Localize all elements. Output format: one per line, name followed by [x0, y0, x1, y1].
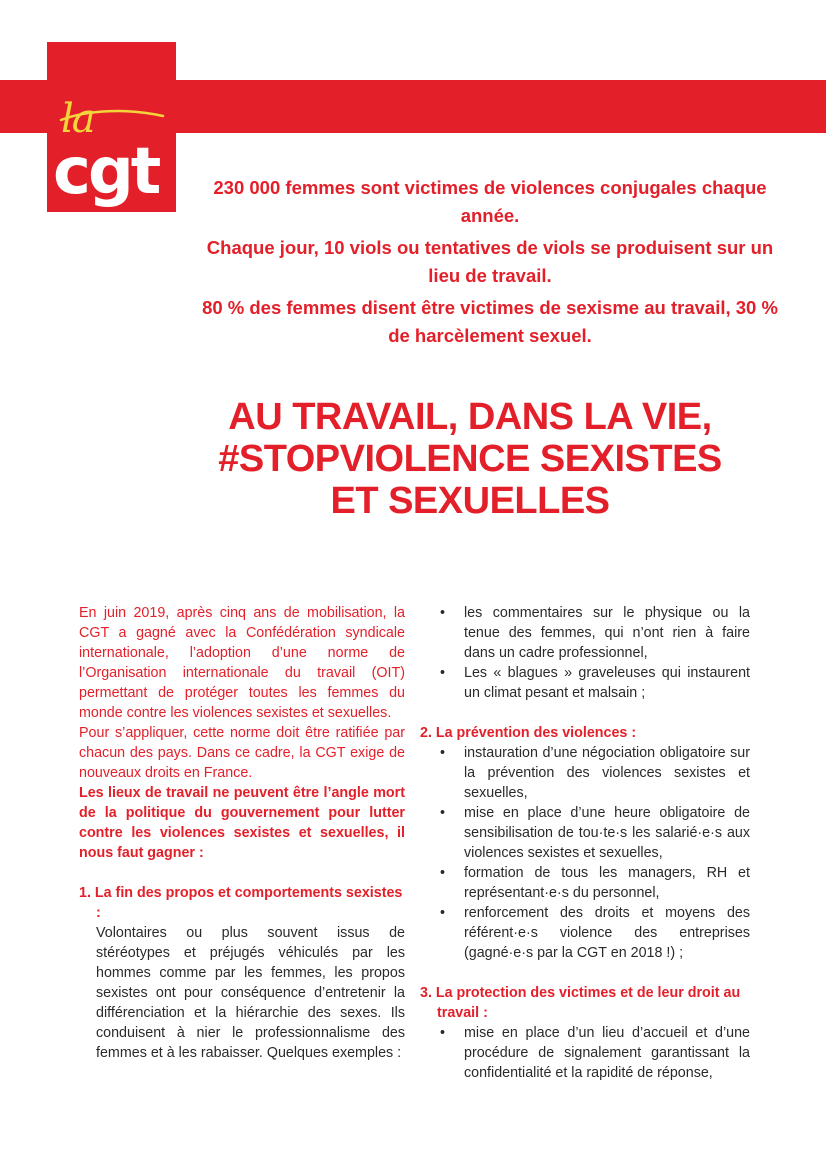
list-item: • instauration d’une négociation obligatoire sur la prévention des violences sexistes et sexuelles, — [440, 745, 750, 801]
list-item: • les commentaires sur le physique ou la tenue des femmes, qui n’ont rien à faire dans un cadre professionnel, — [440, 605, 750, 661]
page-title — [200, 396, 740, 522]
logo-script-text: la — [61, 96, 94, 142]
title-line-3: ET SEXUELLES — [330, 480, 610, 522]
left-column — [79, 603, 405, 1063]
bullet-icon: • — [440, 1025, 446, 1041]
fact-1: 230 000 femmes sont victimes de violences conjugales chaque année. — [213, 177, 767, 226]
section-3-list — [420, 1023, 750, 1083]
list-item: • Les « blagues » graveleuses qui instaurent un climat pesant et malsain ; — [440, 665, 750, 701]
logo-main-text: cgt — [53, 135, 159, 209]
list-item: • formation de tous les managers, RH et représentant·e·s du personnel, — [440, 865, 750, 901]
section-2-list — [420, 743, 750, 963]
fact-2: Chaque jour, 10 viols ou tentatives de viols se produisent sur un lieu de travail. — [206, 237, 774, 286]
bullet-icon: • — [440, 865, 446, 881]
bullet-icon: • — [440, 665, 446, 681]
bullet-icon: • — [440, 805, 446, 821]
right-column — [420, 603, 750, 1083]
section-2-title: 2. La prévention des violences : — [420, 725, 637, 741]
bullet-icon: • — [440, 905, 446, 921]
section-1-list — [420, 603, 750, 703]
intro-paragraph-2: Pour s’appliquer, cette norme doit être ratifiée par chacun des pays. Dans ce cadre, la CGT exige de nouveaux droits en France. — [79, 725, 405, 781]
intro-text — [79, 603, 405, 783]
cgt-logo — [47, 42, 176, 212]
list-item: • mise en place d’une heure obligatoire de sensibilisation de tou·te·s les salarié·e·s aux violences sexistes et sexuelles, — [440, 805, 750, 861]
title-line-2: #STOPVIOLENCE SEXISTES — [218, 438, 722, 480]
section-3-title: 3. La protection des victimes et de leur droit au travail : — [420, 985, 741, 1021]
logo-swoosh-icon — [57, 106, 167, 126]
fact-3: 80 % des femmes disent être victimes de sexisme au travail, 30 % de harcèlement sexuel. — [202, 297, 778, 346]
title-line-1: AU TRAVAIL, DANS LA VIE, — [228, 396, 712, 438]
bullet-icon: • — [440, 605, 446, 621]
section-1-title: 1. La fin des propos et comportements sexistes : — [79, 885, 403, 921]
list-item: • renforcement des droits et moyens des référent·e·s violence des entreprises (gagné·e·s par la CGT en 2018 !) ; — [440, 905, 750, 961]
key-facts — [200, 174, 780, 354]
bullet-icon: • — [440, 745, 446, 761]
intro-paragraph-1: En juin 2019, après cinq ans de mobilisation, la CGT a gagné avec la Confédération syndicale internationale, l’adoption d’une norme de l’Organisation internationale du travail (OIT) permettant de protéger toutes les femmes du monde contre les violences sexistes et sexuelles. — [79, 605, 405, 721]
intro-emphasis: Les lieux de travail ne peuvent être l’angle mort de la politique du gouvernement pour lutter contre les violences sexistes et sexuelles, il nous faut gagner : — [79, 785, 405, 861]
section-1-body: Volontaires ou plus souvent issus de stéréotypes et préjugés véhiculés par les hommes comme par les femmes, les propos sexistes ont pour conséquence d’entretenir la différenciation et la hiérarchie des sexes. Ils conduisent à nier le professionnalisme des femmes et à les rabaisser. Quelques exemples : — [96, 925, 405, 1061]
list-item: • mise en place d’un lieu d’accueil et d’une procédure de signalement garantissant la confidentialité et la rapidité de réponse, — [440, 1025, 750, 1081]
